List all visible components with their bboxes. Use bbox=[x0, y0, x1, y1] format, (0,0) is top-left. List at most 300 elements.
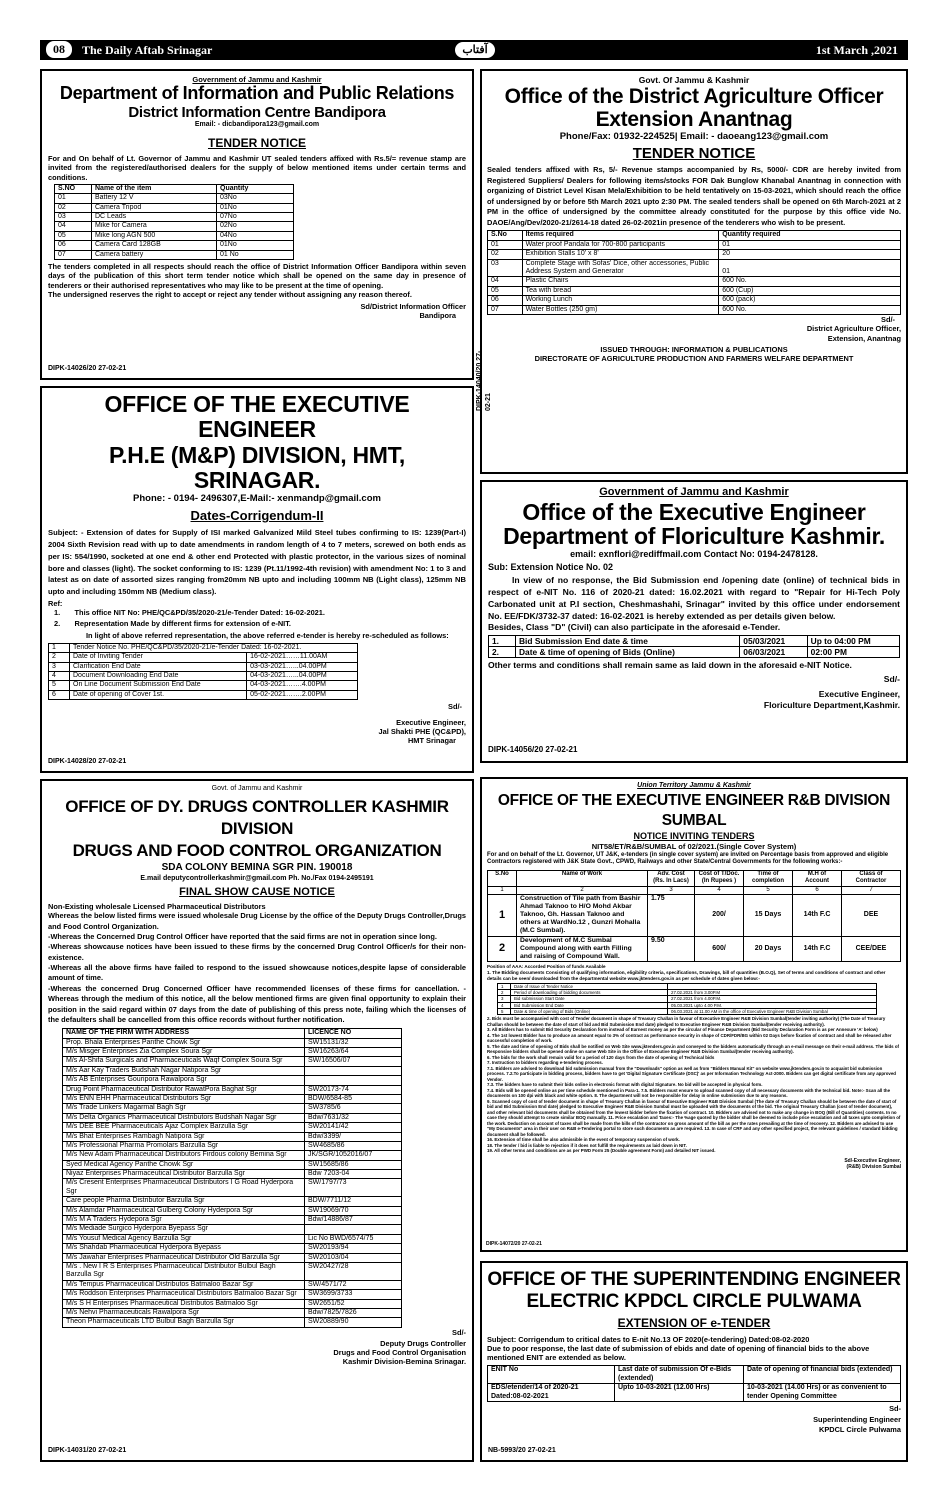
table-row bbox=[488, 894, 901, 936]
cell: 04 bbox=[55, 222, 92, 231]
table-row bbox=[63, 1132, 402, 1141]
cell: SW20103/04 bbox=[305, 1253, 402, 1262]
issue-date: 1st March ,2021 bbox=[815, 43, 898, 57]
ref-item: 1. This office NIT No: PHE/QC&PD/35/2020-21/e-Tender Dated: 16-02-2021. bbox=[54, 608, 325, 618]
cell: SW3699/3733 bbox=[305, 1290, 402, 1299]
office-title: OFFICE OF THE SUPERINTENDING ENGINEER bbox=[487, 1269, 901, 1290]
para: -Whereas the Concerned Drug Control Officer have reported that the said firms are not in operation since long. bbox=[48, 932, 437, 941]
table-row bbox=[63, 1141, 402, 1150]
cell: 14th F.C bbox=[793, 936, 842, 961]
table-row bbox=[63, 1151, 402, 1160]
table-row bbox=[55, 241, 294, 250]
division-title: P.H.E (M&P) DIVISION, HMT, SRINAGAR. bbox=[109, 441, 405, 493]
cell: 2 bbox=[488, 936, 517, 961]
cell: Lic No BWD/6574/75 bbox=[305, 1234, 402, 1243]
table-row bbox=[49, 653, 358, 662]
reserve-text: The undersigned reserves the right to accept or reject any tender without assigning any reason thereof. bbox=[48, 289, 412, 299]
cell: Bdw/3399/ bbox=[305, 1132, 402, 1141]
body-text: Sealed tenders affixed with Rs, 5/- Revenue stamps accompanied by Rs, 5000/- CDR are hereby invited from Registered Suppliers/ Dealers for following items/stocks FOR Dak Bunglow Khanabal Anantnag in connection with organizing of District Level Kisan Mela/Exhibition to be held tentatively on 15-03-2021, which should reach the office of undersigned by or before 5th March 2021 upto 2:30 PM. The sealed tenders shall be opened on 6th March-2021 at 2 PM in the office of undersigned by the committee already constituted for the purpose by this office vide No. DAOE/Ang/Dev/2020-21/2614-18 dated 26-02-2021in presence of the tenderers who wish to be present. bbox=[487, 165, 901, 227]
office-title: OFFICE OF DY. DRUGS CONTROLLER KASHMIR DIVISION bbox=[65, 796, 449, 838]
table-row bbox=[63, 1244, 402, 1253]
cell: Document Downloading End Date bbox=[70, 672, 247, 681]
cell: Clarification End Date bbox=[70, 662, 247, 671]
table-row bbox=[49, 681, 358, 690]
cell: SW15685/86 bbox=[305, 1160, 402, 1169]
newspaper-logo: آفتاب bbox=[455, 42, 495, 58]
dept-title: Department of Information and Public Relations bbox=[59, 83, 455, 104]
table-row bbox=[63, 1123, 402, 1132]
cell: 06 bbox=[55, 241, 92, 250]
cell: 01 No bbox=[217, 250, 294, 259]
besides-text: Besides, Class "D" (Civil) can also participate in the aforesaid e-Tender. bbox=[488, 621, 781, 632]
col: ENIT No bbox=[488, 1366, 615, 1384]
cell: 01 bbox=[488, 240, 523, 249]
col-item: Name of the item bbox=[92, 184, 217, 193]
table-row bbox=[488, 886, 901, 894]
cell: Niyaz Enterprises Pharmaceutical Distributor Barzulla Sgr bbox=[63, 1170, 305, 1179]
cell: 4 bbox=[695, 886, 744, 894]
cell: M/s AB Enterprises Gouripora Rawalpora Sgr bbox=[63, 1076, 305, 1085]
dept-title: Department of Floriculture Kashmir. bbox=[503, 522, 885, 549]
table-row bbox=[49, 662, 358, 671]
cell: M/s Alamdar Pharmaceutical Gulberg Colony Hyderpora Sgr bbox=[63, 1206, 305, 1215]
body-text: In view of no response, the Bid Submission end /opening date (online) of technical bids in respect of e-NIT No. 116 of 2020-21 dated: 16.02.2021 with regard to "Repair for Hi-Tech Poly Carbonated unit at P.I section, Cheshmashahi, Srinagar" invited by this office under endorsement No. EE/FDK/3732-37 dated: 16-02-2021 is hereby extended as per details given below. bbox=[488, 574, 900, 621]
schedule-table bbox=[497, 983, 877, 1015]
clause: 2. Bids must be accompanied with cost of Tender document in shape of Treasury Challan in favour of Executive Engineer R&B Division Sumbal(tender inviting authority) (The Date of Treasury Challan should be between the date of start of bid and Bid Submission End date) pledged to Executive Engineer R&B Division Sumbal(tender receiving authority). bbox=[487, 1016, 886, 1027]
cell: Date & time of opening of Bids (Online) bbox=[511, 1008, 668, 1014]
office-title: District Information Centre Bandipora bbox=[128, 104, 386, 122]
cell: Care people Pharma Distributor Barzulla Sgr bbox=[63, 1197, 305, 1206]
cell: 02No bbox=[217, 222, 294, 231]
cell: Up to 04:00 PM bbox=[807, 635, 899, 646]
cell: 14th F.C bbox=[793, 894, 842, 936]
signature-org: Drugs and Food Control Organisation bbox=[333, 1348, 466, 1358]
cell: BDW/7711/12 bbox=[305, 1197, 402, 1206]
gov-line: Union Territory Jammu & Kashmir bbox=[637, 782, 751, 789]
col: Class of Contractor bbox=[842, 871, 901, 886]
office-subtitle: Extension Anantnag bbox=[595, 107, 793, 131]
cell: M/s Yousuf Medical Agency Barzulla Sgr bbox=[63, 1234, 305, 1243]
cell: Battery 12 V bbox=[92, 194, 217, 203]
cell: 06 bbox=[488, 296, 523, 305]
dipk-number: DIPK-14031/20 27-02-21 bbox=[48, 1447, 127, 1455]
cell: 600 (pack) bbox=[719, 296, 901, 305]
cell: 03No bbox=[217, 194, 294, 203]
cell bbox=[305, 1076, 402, 1085]
signature: District Agriculture Officer, bbox=[806, 324, 901, 334]
cell: 1 bbox=[488, 886, 517, 894]
cell: Construction of Tile path from Bashir Ahmad Taknoo to H/O Mohd Akbar Taknoo, Gh. Hassan Taknoo and others at WardNo.12 , Gunzri Mohalla (M.C Sumbal). bbox=[517, 894, 648, 936]
subject-line: Sub: Extension Notice No. 02 bbox=[488, 562, 614, 573]
clause: 3. All Bidders has to submit Bid Security Declaration form instead of Earnest money as per the circular of Finance Department (Bid Security Declaration Form is as per Annexure 'A' below) bbox=[487, 1027, 878, 1033]
subject-line: Subject: Corrigendum to critical dates to E-nit No.13 OF 2020(e-tendering) Dated:08-02-2020 bbox=[487, 1334, 810, 1344]
cell: 27.02.2021 from 4.00P.M. bbox=[668, 996, 877, 1002]
cell: SW15131/32 bbox=[305, 1038, 402, 1047]
table-row bbox=[63, 1104, 402, 1113]
items-table bbox=[54, 184, 294, 260]
col: M.H of Account bbox=[793, 871, 842, 886]
cell: 15 Days bbox=[744, 894, 793, 936]
cell: SW20173-74 bbox=[305, 1085, 402, 1094]
items-table bbox=[487, 230, 901, 315]
cell: 4 bbox=[49, 672, 70, 681]
table-row bbox=[49, 672, 358, 681]
cell: Complete Stage with Sofas' Dice, other accessories, Public Address System and Generator bbox=[522, 259, 719, 277]
cell: M/s DEE BEE Pharmaceuticals Ajaz Complex Barzulla Sgr bbox=[63, 1123, 305, 1132]
cell: 600 No. bbox=[719, 277, 901, 286]
table-row bbox=[49, 643, 358, 652]
cell: M/s M A Traders Hydepora Sgr bbox=[63, 1216, 305, 1225]
issued-line: ISSUED THROUGH: INFORMATION & PUBLICATIONS bbox=[600, 344, 788, 354]
cell: SW/4571/72 bbox=[305, 1280, 402, 1289]
cell: SW20193/94 bbox=[305, 1244, 402, 1253]
ref-note: In light of above referred representation, the above referred e-tender is hereby re-scheduled as follows: bbox=[86, 630, 449, 640]
cell: M/s Professional Pharma Promolars Barzulla Sgr bbox=[63, 1141, 305, 1150]
newspaper-header bbox=[40, 40, 908, 60]
table-row bbox=[63, 1216, 402, 1225]
col: Cost of T/Doc. (In Rupees ) bbox=[695, 871, 744, 886]
table-row bbox=[63, 1113, 402, 1122]
cell: M/s Cresent Enterprises Pharmaceutical Distributors I G Road Hyderpora Sgr bbox=[63, 1179, 305, 1197]
table-row bbox=[63, 1290, 402, 1299]
dipr-tender-notice bbox=[40, 69, 474, 380]
cell: M/s Jawahar Enterprises Pharmaceutical Distributor Old Barzulla Sgr bbox=[63, 1253, 305, 1262]
signature-place: Bandipora bbox=[419, 311, 456, 321]
cell: Date & time of opening of Bids (Online) bbox=[516, 646, 740, 657]
notice-heading: Dates-Corrigendum-II bbox=[190, 508, 324, 524]
notice-heading: FINAL SHOW CAUSE NOTICE bbox=[179, 886, 335, 899]
cell: M/s . New I R S Enterprises Pharmaceutical Distributor Bulbul Bagh Barzulla Sgr bbox=[63, 1263, 305, 1281]
table-row bbox=[63, 1160, 402, 1169]
cell: 5 bbox=[49, 681, 70, 690]
cell: Theon Pharmaceuticals LTD Bulbul Bagh Barzulla Sgr bbox=[63, 1318, 305, 1327]
body-text: Due to poor response, the last date of submission of ebids and date of opening of financial bids to the above mentioned ENIT are extended as below. bbox=[487, 1343, 870, 1363]
table-row bbox=[63, 1197, 402, 1206]
cell: Water proof Pandala for 700-800 participants bbox=[522, 240, 719, 249]
table-row bbox=[63, 1299, 402, 1308]
table-row bbox=[488, 277, 901, 286]
cell: 04-03-2021…….4.00PM bbox=[247, 681, 358, 690]
table-row bbox=[63, 1066, 402, 1075]
sd-mark: Sd/- bbox=[881, 315, 895, 324]
col: Adv. Cost (Rs. In Lacs) bbox=[648, 871, 695, 886]
para: Non-Existing wholesale Licensed Pharmaceutical Distributors bbox=[48, 902, 266, 912]
cell: Camera battery bbox=[92, 250, 217, 259]
clause: 4. The 1st lowest Bidder has to produce an amount equal to 3% of contract as performance security in shape of CDR/FDR/BG within 02 Days before fixation of contract and shall be released after successful completion of work. bbox=[487, 1032, 892, 1044]
signature-place: Kashmir Division-Bemina Srinagar. bbox=[342, 1357, 466, 1367]
table-row bbox=[498, 1008, 877, 1014]
cell: 03 bbox=[488, 259, 523, 277]
cell: 27.02.2021 from 3.00P.M bbox=[668, 990, 877, 996]
col-qty: Quantity bbox=[217, 184, 294, 193]
cell: Camera Card 128GB bbox=[92, 241, 217, 250]
signature: Sd/-Executive Engineer, bbox=[844, 1157, 901, 1164]
cell: SW2651/52 bbox=[305, 1299, 402, 1308]
table-row bbox=[55, 250, 294, 259]
cell: Tea with bread bbox=[522, 286, 719, 295]
col: S.No bbox=[488, 871, 517, 886]
notice-heading: NOTICE INVITING TENDERS bbox=[633, 831, 755, 842]
ref-text: Representation Made by different firms for extension of e-NIT. bbox=[74, 619, 291, 629]
signature: Sd/District Information Officer bbox=[360, 302, 466, 312]
col-qty: Quantity required bbox=[719, 231, 901, 240]
col-sno: S.NO bbox=[55, 184, 92, 193]
para: -Whereas all the above firms have failed to respond to the issued showcause notices,despite lapse of considerable amount of time. bbox=[48, 963, 466, 983]
cell: JK/SGR/1052016/07 bbox=[305, 1151, 402, 1160]
sd-mark: Sd- bbox=[889, 1404, 901, 1413]
circle-title: ELECTRIC KPDCL CIRCLE PULWAMA bbox=[526, 1290, 862, 1312]
cell: 20 bbox=[719, 250, 901, 259]
cell: M/s Mediade Surgico Hyderpora Byepass Sgr bbox=[63, 1225, 305, 1234]
cell: Working Lunch bbox=[522, 296, 719, 305]
cell: 07No bbox=[217, 213, 294, 222]
cell: 02 bbox=[55, 203, 92, 212]
office-title: OFFICE OF THE EXECUTIVE ENGINEER bbox=[104, 391, 410, 443]
cell: 10-03-2021 (14.00 Hrs) or as convenient to tender Opening Committee bbox=[744, 1384, 901, 1402]
cell: Bdw 7203-04 bbox=[305, 1170, 402, 1179]
table-row bbox=[488, 1384, 901, 1402]
clause: 7. Instruction to bidders regarding e-tendering process. bbox=[487, 1060, 603, 1066]
contact-line: E.mail deputycontrollerkashmir@gmail.com Ph. No./Fax 0194-2495191 bbox=[140, 874, 374, 882]
table-row bbox=[488, 240, 901, 249]
table-row bbox=[488, 250, 901, 259]
cell: 2 bbox=[498, 990, 511, 996]
cell: 01No bbox=[217, 203, 294, 212]
table-row bbox=[63, 1094, 402, 1103]
dipk-number: DIPK-14026/20 27-02-21 bbox=[48, 365, 127, 373]
cell: M/s Delta Organics Pharmaceutical Distributors Budshah Nagar Sgr bbox=[63, 1113, 305, 1122]
para: -Whereas the concerned Drug Concerned Officer have recommended licenses of these firms for cancellation. -Whereas through the medium of this notice, all the below mentioned firms are given final opportunity to explain their position in the said regard within 07 days from the date of publishing of this press note, failing which the licenses of the defaulters shall be cancelled from this office records without further notification. bbox=[48, 983, 466, 1024]
works-table bbox=[487, 870, 901, 962]
cell: Bdw/7825/7826 bbox=[305, 1308, 402, 1317]
cell: Bdw/7631/32 bbox=[305, 1113, 402, 1122]
cell: 01No bbox=[217, 241, 294, 250]
col-firm: NAME OF THE FIRM WITH ADDRESS bbox=[63, 1029, 305, 1038]
cell: SW16263/64 bbox=[305, 1048, 402, 1057]
schedule-table bbox=[48, 643, 358, 700]
kpdcl-extension bbox=[480, 1261, 908, 1462]
sd-mark: Sd/- bbox=[448, 702, 462, 712]
table-row bbox=[55, 194, 294, 203]
signature-place: Extension, Anantnag bbox=[827, 333, 901, 343]
cell: 2. bbox=[489, 646, 516, 657]
gov-line: Government of Jammu and Kashmir bbox=[599, 486, 789, 498]
cell: 9.50 bbox=[648, 936, 695, 961]
cell: 05 bbox=[55, 231, 92, 240]
cell: 03 bbox=[55, 213, 92, 222]
cell: Date of opening of Cover 1st. bbox=[70, 690, 247, 699]
para: -Whereas showcause notices have been issued to these firms by the concerned Drug Control Officer/s for their non-existence. bbox=[48, 942, 466, 962]
table-row bbox=[63, 1179, 402, 1197]
signature-place: Floriculture Department,Kashmir. bbox=[763, 699, 900, 710]
dipk-number: DIPK-14028/20 27-02-21 bbox=[48, 758, 127, 766]
table-row bbox=[63, 1170, 402, 1179]
sd-mark: Sd/- bbox=[883, 674, 900, 685]
position-line: Position of AAA: Accorded Position of funds Available bbox=[487, 964, 606, 970]
cell: M/s Trade Linkers Magarmal Bagh Sgr bbox=[63, 1104, 305, 1113]
cell: Bid submission Start Date bbox=[511, 996, 668, 1002]
table-row bbox=[63, 1280, 402, 1289]
cell: Bdw/14886/87 bbox=[305, 1216, 402, 1225]
cell: 05.03.2021 upto 4.00 P.M. bbox=[668, 1002, 877, 1008]
dates-table bbox=[488, 635, 900, 658]
signature: Executive Engineer, bbox=[818, 689, 900, 700]
clause: 19. All other terms and conditions are as per PWD Form 25 (Double agreement Form) and detailed NIT issued. bbox=[487, 1148, 716, 1154]
cell: Mike for Camera bbox=[92, 222, 217, 231]
cell: Plastic Chairs bbox=[522, 277, 719, 286]
directorate-line: DIRECTORATE OF AGRICULTURE PRODUCTION AND FARMERS WELFARE DEPARTMENT bbox=[534, 354, 854, 363]
cell: 1. bbox=[489, 635, 516, 646]
rb-sumbal-nit bbox=[480, 777, 908, 1252]
cell: SW/1797/73 bbox=[305, 1179, 402, 1197]
cell: 5 bbox=[744, 886, 793, 894]
col-sno: S.No bbox=[488, 231, 523, 240]
col: Date of opening of financial bids (extended) bbox=[744, 1366, 901, 1384]
table-row bbox=[488, 296, 901, 305]
dates-table bbox=[487, 1365, 901, 1402]
signature-place: (R&B) Division Sumbal bbox=[846, 1163, 901, 1170]
intro-text: For and On behalf of Lt. Governor of Jammu and Kashmir UT sealed tenders affixed with Rs.5/= revenue stamp are invited from the registered/authorised dealers for the supply of below mentioned items under certain terms and conditions. bbox=[48, 154, 466, 182]
contact-line: Phone: - 0194- 2496307,E-Mail:- xenmandp@gmail.com bbox=[133, 493, 381, 505]
cell: Development of M.C Sumbal Compound along with earth Filling and raising of Compound Wall. bbox=[517, 936, 648, 961]
clause: 9. Scanned copy of cost of tender document in shape of Treasury Challan in favour of Executive Engineer R&B Division Sumbal (The date of Treasury Challan should be between the date of start of bid and Bid Submission End date) pledged to Executive Engineer R&B Division Sumbal must be uploaded with the documents of the bid. The original Treasury Challan (cost of tender document), and other relevant bid documents shall be obtained from the lowest bidder before the fixation of contract. 10. Bidders are advised not to make any change in BOQ (Bill of Quantities) contents. In no case they should attempt to create similar BOQ manually. 11. Price escalation and Taxes:- The %age quoted by the bidder shall be deemed to include price escalation and all taxes upto completion of the work. Deduction on account of taxes shall be made from the bills of the contractor on gross amount of the bill as per the rates prevailing at the time of recovery. 12. Bidders are advised to use "My Documents" area in their user on R&B e-Tendering portal to store such documents as are required. 13. In case of CRF and any other specified project, the relevant guidelines / standard bidding document shall be followed. bbox=[487, 1098, 901, 1137]
cell: 16-02-2021……11.00AM bbox=[247, 653, 358, 662]
cell: 05-02-2021…….2.00PM bbox=[247, 690, 358, 699]
other-terms: Other terms and conditions shall remain same as laid down in the aforesaid e-NIT Notice. bbox=[488, 659, 852, 670]
cell: Camera Tripod bbox=[92, 203, 217, 212]
cell: On Line Document Submission End Date bbox=[70, 681, 247, 690]
cell: Prop. Bhala Enterprises Panthe Chowk Sgr bbox=[63, 1038, 305, 1047]
cell: M/s Bhat Enterprises Rambagh Natipora Sgr bbox=[63, 1132, 305, 1141]
office-title: Office of the Executive Engineer bbox=[522, 498, 866, 525]
cell: 3 bbox=[498, 996, 511, 1002]
table-row bbox=[63, 1085, 402, 1094]
cell: 6 bbox=[49, 690, 70, 699]
clause: 18. The tender / bid is liable to rejection if it does not fulfill the requirements as laid down in NIT. bbox=[487, 1142, 687, 1148]
dipk-number: DIPK-14040/20 27-02-21 bbox=[476, 350, 492, 411]
cell: Tender Notice No. PHE/QC&PD/35/2020-21/e-Tender Dated: 16-02-2021. bbox=[70, 643, 358, 652]
floriculture-extension bbox=[480, 480, 908, 763]
cell: 3 bbox=[648, 886, 695, 894]
cell bbox=[305, 1066, 402, 1075]
cell: 04No bbox=[217, 231, 294, 240]
notice-heading: EXTENSION OF e-TENDER bbox=[617, 1315, 771, 1330]
cell: 05 bbox=[488, 286, 523, 295]
table-row bbox=[55, 222, 294, 231]
firms-table bbox=[62, 1028, 402, 1328]
cell: 1 bbox=[488, 894, 517, 936]
clause: 1. The Bidding documents Consisting of qualifying information, eligibility criteria, specifications, Drawings, bill of quantities (B.O.Q), Set of terms and conditions of contract and other details can be seen/ downloaded from the departmental website www.jktenders.gov.in as per schedule of dates given below:- bbox=[487, 969, 886, 981]
table-row bbox=[55, 203, 294, 212]
cell: CEE/DEE bbox=[842, 936, 901, 961]
body-text: The tenders completed in all respects should reach the office of District Information Officer Bandipora within seven days of the publication of this short term tender notice which shall be opened on the same day in presence of tenderers or their authorised representatives who may like to be present at the time of opening. bbox=[48, 262, 466, 290]
col-item: Items required bbox=[522, 231, 719, 240]
cell: M/s ENN EHH Pharmaceutical Distributors Sgr bbox=[63, 1094, 305, 1103]
cell: Upto 10-03-2021 (12.00 Hrs) bbox=[615, 1384, 744, 1402]
newspaper-name: The Daily Aftab Srinagar bbox=[82, 43, 213, 57]
cell: 20 Days bbox=[744, 936, 793, 961]
table-row bbox=[63, 1234, 402, 1243]
cell: DC Leads bbox=[92, 213, 217, 222]
gov-line: Government of Jammu and Kashmir bbox=[192, 75, 322, 84]
cell: SW20141/42 bbox=[305, 1123, 402, 1132]
cell: 01 bbox=[719, 259, 901, 277]
cell: M/s Tempus Pharmaceutical Distributos Batmaloo Bazar Sgr bbox=[63, 1280, 305, 1289]
cell: SW20889/90 bbox=[305, 1318, 402, 1327]
gov-line: Govt. Of Jammu & Kashmir bbox=[638, 75, 750, 85]
cell: 04 bbox=[488, 277, 523, 286]
cell: Date of Issue of Tender Notice bbox=[511, 983, 668, 989]
cell: 5 bbox=[498, 1008, 511, 1014]
table-row bbox=[63, 1038, 402, 1047]
clause: 7.1. Bidders are advised to download bid submission manual from the "Downloads" option as well as from "Bidders Manual Kit" on website www.jktenders.gov.in to acquaint bid submission process. 7.2.To participate in bidding process, bidders have to get 'Digital Signature Certificate (DSC)' as per Information Technology Act-2000. Bidders can get digital certificate from any approved Vendor. bbox=[487, 1065, 896, 1082]
cell: 2 bbox=[49, 653, 70, 662]
cell: 200/ bbox=[695, 894, 744, 936]
cell: 05/03/2021 bbox=[740, 635, 807, 646]
table-row bbox=[55, 231, 294, 240]
ref-label: Ref: bbox=[48, 598, 63, 608]
ref-item: 2. Representation Made by different firms for extension of e-NIT. bbox=[54, 619, 291, 629]
cell: 04-03-2021…...04.00PM bbox=[247, 672, 358, 681]
cell: Drug Point Pharmaceutical Distributor RawatPora Baghat Sgr bbox=[63, 1085, 305, 1094]
table-row bbox=[55, 213, 294, 222]
table-row bbox=[63, 1253, 402, 1262]
table-row bbox=[63, 1057, 402, 1066]
cell: 600 No. bbox=[719, 305, 901, 314]
cell: 01 bbox=[719, 240, 901, 249]
clause: 6. The bids for the work shall remain valid for a period of 120 days from the date of opening of Technical bids bbox=[487, 1054, 715, 1060]
table-row bbox=[63, 1206, 402, 1215]
cell: BDW/6584-85 bbox=[305, 1094, 402, 1103]
clause: 7.3. The bidders have to submit their bids online in electronic format with digital Signature. No bid will be accepted in physical form. bbox=[487, 1082, 763, 1088]
cell: 6 bbox=[793, 886, 842, 894]
contact-line: Phone/Fax: 01932-224525| Email: - daoeang123@gmail.com bbox=[559, 130, 829, 142]
dipk-number: DIPK-14072/20 27-02-21 bbox=[486, 1240, 542, 1247]
cell: SW20427/28 bbox=[305, 1263, 402, 1281]
cell: Bid Submission End Date bbox=[511, 1002, 668, 1008]
cell: 1 bbox=[498, 983, 511, 989]
cell: M/s Aar Kay Traders Budshah Nagar Natipora Sgr bbox=[63, 1066, 305, 1075]
para: Whereas the below listed firms were issued wholesale Drug License by the office of the Deputy Drugs Controller,Drugs and Food Control Organization. bbox=[48, 911, 466, 931]
col: Last date of submission Of e-Bids (extended) bbox=[615, 1366, 744, 1384]
signature: Deputy Drugs Controller bbox=[380, 1338, 466, 1348]
table-row bbox=[489, 646, 900, 657]
cell: Water Bottles (250 gm) bbox=[522, 305, 719, 314]
cell: 03-03-2021…...04.00PM bbox=[247, 662, 358, 671]
gov-line: Govt. of Jammu and Kashmir bbox=[211, 785, 303, 792]
clause: 7.4. Bids will be opened online as per time schedule mentioned in Para-1. 7.5. Bidders must ensure to upload scanned copy of all necessary documents with the technical bid. Note:- Scan all the documents on 100 dpi with black and white option. 8. The department will not be responsible for delay in online submission due to any reasons. bbox=[487, 1087, 891, 1099]
cell bbox=[305, 1225, 402, 1234]
cell: Syed Medical Agency Panthe Chowk Sgr bbox=[63, 1160, 305, 1169]
page-number: 08 bbox=[46, 41, 72, 58]
cell: 2 bbox=[517, 886, 648, 894]
notice-heading: TENDER NOTICE bbox=[207, 136, 306, 151]
cell: 02 bbox=[488, 250, 523, 259]
cell: 1.75 bbox=[648, 894, 695, 936]
cell: 600 (Cup) bbox=[719, 286, 901, 295]
cell: Bid Submission End date & time bbox=[516, 635, 740, 646]
cell: 02:00 PM bbox=[807, 646, 899, 657]
cell: 4 bbox=[498, 1002, 511, 1008]
cell: 06/03/2021 bbox=[740, 646, 807, 657]
cell: 01 bbox=[55, 194, 92, 203]
cell: DEE bbox=[842, 894, 901, 936]
cell: SW3785/6 bbox=[305, 1104, 402, 1113]
cell: Period of downloading of bidding documents bbox=[511, 990, 668, 996]
address-line: SDA COLONY BEMINA SGR PIN. 190018 bbox=[161, 862, 353, 874]
cell: M/s S H Enterprises Pharmaceutical Distributos Batmaloo Sgr bbox=[63, 1299, 305, 1308]
email-line: Email: - dicbandipora123@gmail.com bbox=[194, 121, 320, 129]
